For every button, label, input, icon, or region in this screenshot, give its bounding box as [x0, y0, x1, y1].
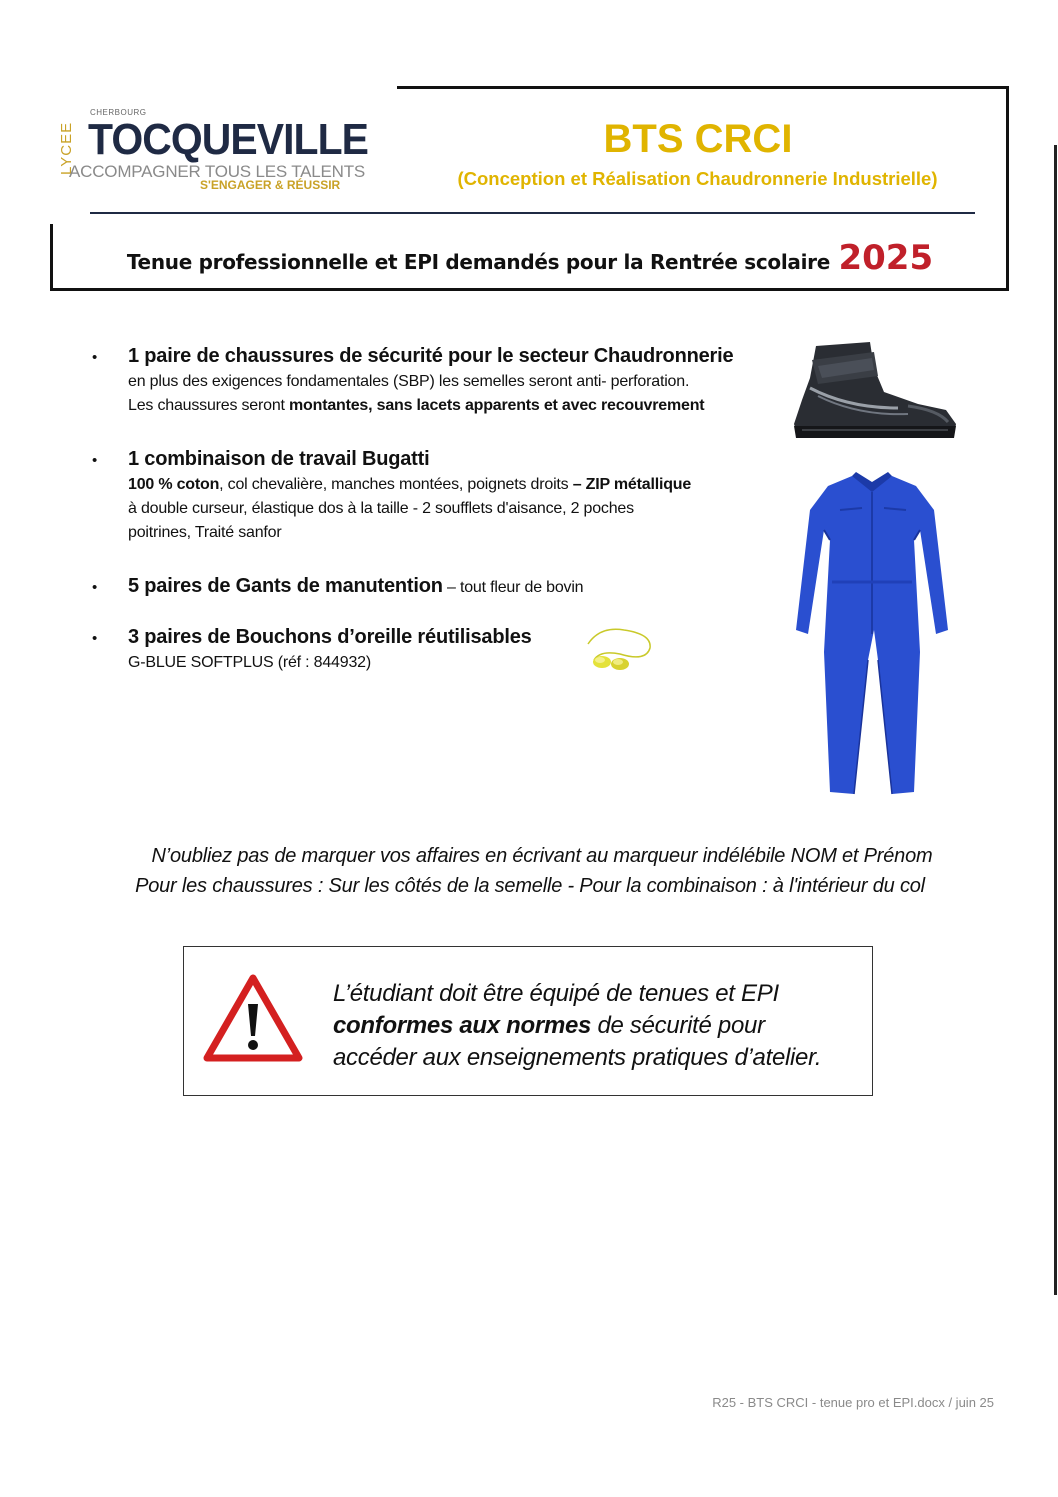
heading-text: Tenue professionnelle et EPI demandés pour la Rentrée scolaire: [126, 250, 831, 274]
warning-triangle-icon: [203, 974, 303, 1064]
logo-city: CHERBOURG: [90, 108, 147, 117]
coverall-image: [792, 470, 952, 802]
bullet: •: [92, 579, 98, 596]
document-footer: R25 - BTS CRCI - tenue pro et EPI.docx / juin 25: [712, 1395, 994, 1410]
item-line: en plus des exigences fondamentales (SBP) les semelles seront anti- perforation.: [128, 373, 690, 390]
item-line: G-BLUE SOFTPLUS (réf : 844932): [128, 654, 371, 671]
header-frame-top: [397, 86, 1009, 89]
warning-line: [333, 1010, 863, 1042]
item-title: 1 combinaison de travail Bugatti: [128, 448, 430, 470]
item-line: à double curseur, élastique dos à la taille - 2 soufflets d'aisance, 2 poches: [128, 500, 634, 517]
item-text-bold: 100 % coton: [128, 476, 220, 493]
bullet: •: [92, 452, 98, 469]
item-title: 1 paire de chaussures de sécurité pour le secteur Chaudronnerie: [128, 345, 734, 367]
warning-text: [333, 978, 863, 1074]
page-heading: [60, 238, 1000, 278]
logo-tagline: ACCOMPAGNER TOUS LES TALENTS: [69, 162, 366, 181]
program-subtitle: (Conception et Réalisation Chaudronnerie Industrielle): [457, 168, 938, 189]
item-line: [128, 394, 778, 418]
safety-shoe-image: [788, 338, 960, 442]
bullet: •: [92, 630, 98, 647]
item-title-text: 5 paires de Gants de manutention: [128, 575, 443, 597]
program-title: BTS CRCI: [603, 117, 793, 161]
item-text-bold: montantes, sans lacets apparents et avec recouvrement: [289, 397, 705, 414]
item-title: [128, 574, 583, 600]
logo-motto: S'ENGAGER & RÉUSSIR: [200, 178, 341, 192]
item-text: Les chaussures seront: [128, 397, 290, 414]
heading-year: 2025: [838, 238, 934, 278]
item-line: [128, 473, 778, 497]
header-frame-right: [1006, 86, 1009, 291]
item-title: 3 paires de Bouchons d’oreille réutilisables: [128, 626, 532, 648]
item-description: [128, 370, 778, 418]
item-text-bold: – ZIP métallique: [572, 476, 692, 493]
bullet: •: [92, 349, 98, 366]
header-frame-left: [50, 224, 53, 291]
reminder-line-2: Pour les chaussures : Sur les côtés de la semelle - Pour la combinaison : à l'intérieur du col: [135, 875, 925, 897]
warning-line: accéder aux enseignements pratiques d’atelier.: [333, 1044, 822, 1071]
warning-text-rest: de sécurité pour: [591, 1012, 765, 1039]
logo-school-name: TOCQUEVILLE: [88, 115, 369, 164]
logo-lycee-text: LYCEE: [58, 121, 75, 175]
page-edge-line: [1054, 145, 1057, 1295]
item-title-tail: – tout fleur de bovin: [442, 579, 584, 596]
reminder-line-1: N’oubliez pas de marquer vos affaires en écrivant au marqueur indélébile NOM et Prénom: [151, 845, 933, 867]
earplugs-image: [580, 624, 656, 674]
logo-rule: [90, 212, 975, 214]
header-frame-bottom: [50, 288, 1009, 291]
item-line: poitrines, Traité sanfor: [128, 524, 282, 541]
item-description: [128, 473, 778, 545]
warning-line: L’étudiant doit être équipé de tenues et EPI: [333, 980, 779, 1007]
warning-bold: conformes aux normes: [333, 1012, 592, 1039]
item-description: [128, 651, 778, 675]
item-text: , col chevalière, manches montées, poignets droits: [219, 476, 573, 493]
